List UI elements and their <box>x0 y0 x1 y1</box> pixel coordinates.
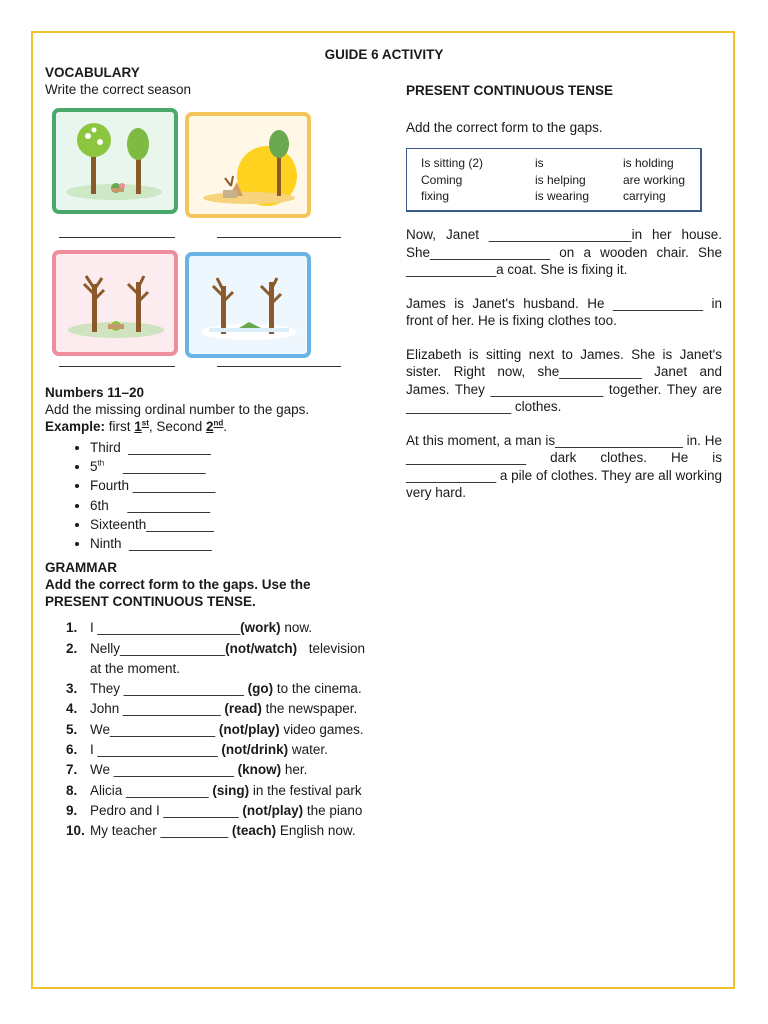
word-box <box>406 148 702 212</box>
grammar-verb: (teach) <box>231 823 277 839</box>
grammar-verb: (read) <box>224 701 262 717</box>
ordinal-word: 6th <box>90 497 109 513</box>
grammar-sentence-end: television at the moment. <box>90 640 365 676</box>
summer-card <box>185 112 311 218</box>
list-item <box>90 457 365 476</box>
grammar-heading: GRAMMAR <box>45 560 117 576</box>
ordinal-blank[interactable]: ___________ <box>122 459 206 475</box>
example-second-num: 2 <box>205 419 214 434</box>
grammar-sentence-end: to the cinema. <box>273 681 362 697</box>
grammar-item <box>45 821 365 841</box>
paragraph-3: Elizabeth is sitting next to James. She is Janet's sister. Right now, she___________ Janet and James. They _______________ together. They are ______________ clothes. <box>406 346 722 414</box>
grammar-sentence-end: English now. <box>276 823 356 839</box>
grammar-sentence-start[interactable]: I ___________________ <box>90 620 241 636</box>
winter-trees-icon <box>189 256 307 354</box>
grammar-verb: (not/watch) <box>225 640 298 656</box>
ordinal-word: Ninth <box>90 536 122 552</box>
autumn-trees-icon <box>56 254 174 352</box>
word-box-item: is helping <box>535 172 586 187</box>
ordinal-blank[interactable]: ___________ <box>132 478 216 494</box>
page-title: GUIDE 6 ACTIVITY <box>324 47 444 62</box>
grammar-sentence-end: water. <box>288 742 328 757</box>
list-item <box>90 476 365 495</box>
ordinal-sup: th <box>97 458 105 468</box>
ordinal-blank[interactable]: ___________ <box>127 497 211 513</box>
example-first-sup: st <box>141 418 149 428</box>
numbers-example <box>45 418 365 435</box>
ordinal-word: 5 <box>90 459 98 475</box>
grammar-item <box>45 618 365 638</box>
grammar-number: 2. <box>66 640 78 656</box>
season-blank-3[interactable] <box>59 366 175 367</box>
spring-card <box>52 108 178 214</box>
grammar-instruction: Add the correct form to the gaps. Use the PRESENT CONTINUOUS TENSE. <box>45 577 311 610</box>
grammar-sentence-start[interactable]: We______________ <box>90 721 219 737</box>
grammar-sentence-start[interactable]: Alicia ___________ <box>90 782 213 798</box>
ordinal-list <box>45 438 365 553</box>
grammar-item <box>45 639 365 680</box>
numbers-instruction: Add the missing ordinal number to the gaps. <box>45 402 310 417</box>
grammar-list <box>45 618 365 841</box>
grammar-sentence-start[interactable]: They ________________ <box>90 681 248 697</box>
list-item <box>90 438 365 457</box>
right-column <box>406 82 722 502</box>
grammar-item <box>45 760 365 780</box>
word-box-item: is wearing <box>535 189 590 203</box>
winter-card <box>185 252 311 358</box>
list-item <box>90 496 365 515</box>
grammar-item <box>45 699 365 719</box>
paragraph-1: Now, Janet ___________________in her house. She________________ on a wooden chair. She ____________a coat. She is fixing it. <box>406 227 722 277</box>
grammar-sentence-start[interactable]: Pedro and I __________ <box>90 802 243 818</box>
summer-sun-icon <box>189 116 307 214</box>
ordinal-blank[interactable]: ___________ <box>129 536 212 552</box>
grammar-verb: (work) <box>240 620 281 636</box>
grammar-item <box>45 720 365 740</box>
grammar-number: 8. <box>66 782 78 798</box>
grammar-number: 3. <box>66 681 78 697</box>
ordinal-word: Sixteenth <box>90 516 147 532</box>
grammar-verb: (go) <box>247 681 274 697</box>
left-column <box>45 64 365 841</box>
word-box-item: Is sitting (2) <box>421 156 484 170</box>
grammar-sentence-start[interactable]: I ________________ <box>90 742 222 757</box>
grammar-sentence-end: in the festival park <box>249 782 362 798</box>
ordinal-blank[interactable]: ___________ <box>128 440 211 455</box>
list-item <box>90 515 365 534</box>
grammar-verb: (sing) <box>212 782 250 798</box>
numbers-heading: Numbers 11–20 <box>45 385 145 400</box>
grammar-sentence-end: now. <box>280 620 313 636</box>
word-box-col-1 <box>421 155 483 205</box>
grammar-verb: (not/play) <box>218 721 280 737</box>
word-box-col-2 <box>535 155 589 205</box>
grammar-number: 6. <box>66 742 78 757</box>
word-box-item: is holding <box>623 156 674 170</box>
season-grid <box>45 106 365 378</box>
example-second: , Second <box>148 419 206 434</box>
word-box-item: carrying <box>623 189 666 203</box>
grammar-item <box>45 781 365 801</box>
grammar-sentence-end: her. <box>281 762 308 778</box>
example-end: . <box>223 419 228 434</box>
ordinal-word: Third <box>90 440 121 455</box>
grammar-number: 5. <box>66 721 78 737</box>
vocabulary-heading: VOCABULARY <box>45 65 140 80</box>
word-box-item: is <box>535 156 544 170</box>
grammar-verb: (know) <box>237 762 282 778</box>
grammar-number: 1. <box>66 620 78 636</box>
grammar-sentence-end: video games. <box>279 721 364 737</box>
season-blank-1[interactable] <box>59 237 175 238</box>
grammar-sentence-end: the piano <box>303 802 363 818</box>
example-first-num: 1 <box>134 419 142 434</box>
grammar-sentence-end: the newspaper. <box>261 701 358 717</box>
paragraph-2: James is Janet's husband. He ____________ in front of her. He is fixing clothes too. <box>406 295 722 328</box>
ordinal-word: Fourth <box>90 478 130 494</box>
grammar-sentence-start[interactable]: My teacher _________ <box>90 823 232 839</box>
grammar-sentence-start[interactable]: Nelly______________ <box>90 640 226 656</box>
word-box-col-3 <box>623 155 685 205</box>
grammar-number: 10. <box>66 823 85 839</box>
pct-instruction: Add the correct form to the gaps. <box>406 120 603 135</box>
example-label: Example: <box>45 419 106 434</box>
grammar-item <box>45 801 365 821</box>
example-first: first <box>105 419 135 434</box>
word-box-item: fixing <box>421 189 450 203</box>
grammar-sentence-start[interactable]: John _____________ <box>90 701 225 717</box>
vocabulary-instruction: Write the correct season <box>45 82 192 97</box>
example-second-sup: nd <box>213 418 224 428</box>
list-item <box>90 534 365 553</box>
spring-trees-icon <box>56 112 174 210</box>
ordinal-blank[interactable]: _________ <box>146 516 214 532</box>
pct-heading: PRESENT CONTINUOUS TENSE <box>406 83 614 98</box>
grammar-item <box>45 740 365 760</box>
grammar-number: 7. <box>66 762 78 778</box>
grammar-item <box>45 679 365 699</box>
grammar-sentence-start[interactable]: We ________________ <box>90 762 238 778</box>
season-blank-4[interactable] <box>217 366 341 367</box>
grammar-number: 4. <box>66 701 78 717</box>
season-blank-2[interactable] <box>217 237 341 238</box>
grammar-verb: (not/play) <box>242 802 304 818</box>
grammar-verb: (not/drink) <box>221 742 289 757</box>
paragraph-4: At this moment, a man is_________________ in. He ________________ dark clothes. He is ____________ a pile of clothes. They are all working very hard. <box>406 432 722 500</box>
word-box-item: are working <box>623 172 686 187</box>
autumn-card <box>52 250 178 356</box>
grammar-number: 9. <box>66 802 78 818</box>
word-box-item: Coming <box>421 172 463 187</box>
